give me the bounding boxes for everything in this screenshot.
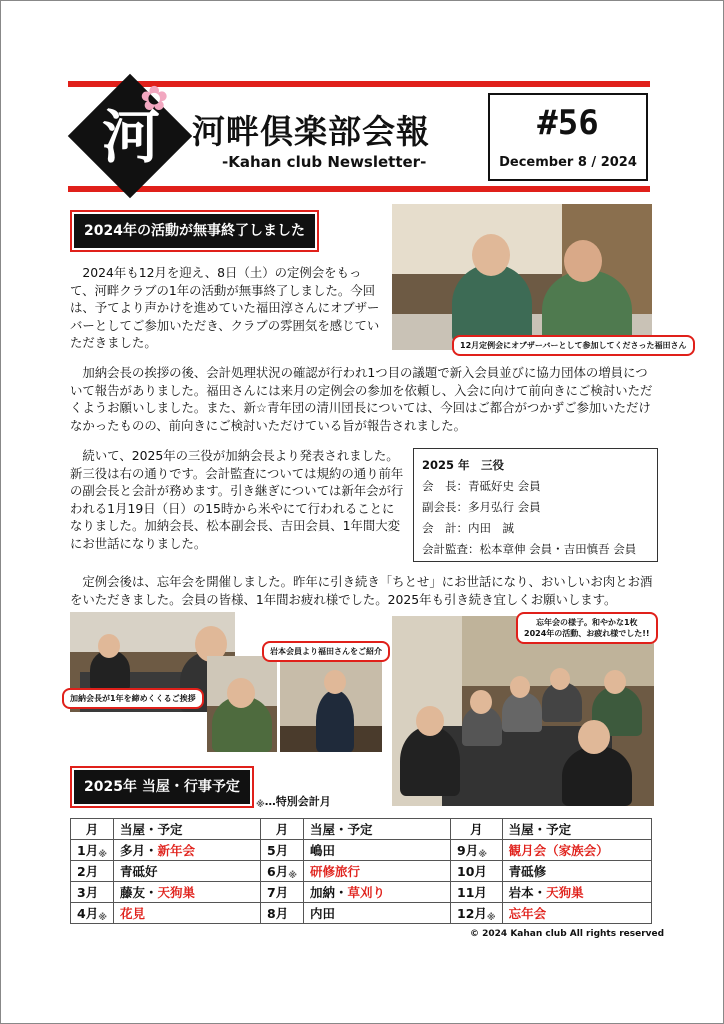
table-row — [71, 861, 652, 882]
header-month: 月 — [261, 819, 304, 840]
photo-caption-introduction: 岩本会員より福田さんをご紹介 — [262, 641, 390, 662]
section-tag-schedule: 2025年 当屋・行事予定 — [72, 768, 252, 806]
photo-caption-fukuda: 12月定例会にオブザーバーとして参加してくださった福田さん — [452, 335, 695, 356]
table-header-row — [71, 819, 652, 840]
officer-row: 会 長：青砥好史 会員 — [422, 479, 541, 493]
header-month: 月 — [71, 819, 114, 840]
table-row — [71, 882, 652, 903]
section-tag-activity: 2024年の活動が無事終了しました — [72, 212, 317, 250]
officers-box — [413, 448, 658, 562]
issue-box — [488, 93, 648, 181]
photo-fukuda — [392, 204, 652, 350]
host-cell: 多月・新年会 — [113, 840, 260, 861]
photo-caption-speech: 加納会長が1年を締めくくるご挨拶 — [62, 688, 204, 709]
month-cell: 11月 — [451, 882, 503, 903]
logo-character: 河 — [101, 103, 160, 171]
host-cell: 研修旅行 — [303, 861, 450, 882]
issue-number: #56 — [537, 103, 599, 143]
officer-row: 会計監査：松本章伸 会員・吉田慎吾 会員 — [422, 542, 637, 556]
photo-member-seated — [207, 656, 277, 752]
paragraph-1: 2024年も12月を迎え、8日（土）の定例会をもって、河畔クラブの1年の活動が無事終了しました。今回は、予てより声かけを進めていた福田淳さんにオブザーバーとしてご参加いただき、クラブの雰囲気を感じていただきました。 — [70, 265, 380, 351]
month-cell: 9月※ — [451, 840, 503, 861]
host-cell: 嶋田 — [303, 840, 450, 861]
header-month: 月 — [451, 819, 503, 840]
host-cell: 藤友・天狗巣 — [113, 882, 260, 903]
host-cell: 青砥修 — [502, 861, 651, 882]
host-cell: 加納・草刈り — [303, 882, 450, 903]
officers-title: 2025 年 三役 — [422, 458, 505, 472]
header-bottom-rule — [68, 186, 650, 192]
month-cell: 12月※ — [451, 903, 503, 924]
host-cell: 内田 — [303, 903, 450, 924]
photo-caption-party: 忘年会の様子。和やかな1枚 2024年の活動、お疲れ様でした!! — [516, 612, 658, 644]
schedule-table — [70, 818, 652, 924]
officer-row: 副会長：多月弘行 会員 — [422, 500, 541, 514]
month-cell: 7月 — [261, 882, 304, 903]
month-cell: 2月 — [71, 861, 114, 882]
month-cell: 4月※ — [71, 903, 114, 924]
month-cell: 1月※ — [71, 840, 114, 861]
header-host: 当屋・予定 — [113, 819, 260, 840]
host-cell: 花見 — [113, 903, 260, 924]
copyright: © 2024 Kahan club All rights reserved — [470, 929, 665, 939]
table-row — [71, 903, 652, 924]
paragraph-4: 定例会後は、忘年会を開催しました。昨年に引き続き「ちとせ」にお世話になり、おいしいお肉とお酒をいただきました。会員の皆様、1年間お疲れ様でした。2025年も引き続き宜しくお願いします。 — [70, 574, 653, 607]
month-cell: 10月 — [451, 861, 503, 882]
month-cell: 5月 — [261, 840, 304, 861]
issue-date: December 8 / 2024 — [499, 155, 637, 170]
cherry-blossom-icon: ✿ — [140, 79, 169, 119]
host-cell: 観月会（家族会） — [502, 840, 651, 861]
newsletter-subtitle: -Kahan club Newsletter- — [222, 153, 427, 171]
header-host: 当屋・予定 — [502, 819, 651, 840]
host-cell: 岩本・天狗巣 — [502, 882, 651, 903]
month-cell: 8月 — [261, 903, 304, 924]
officer-row: 会 計：内田 誠 — [422, 521, 514, 535]
paragraph-2: 加納会長の挨拶の後、会計処理状況の確認が行われ1つ目の議題で新入会員並びに協力団体の増員について報告がありました。福田さんには来月の定例会の参加を依頼し、入会に向けて前向きにご検討いただくようお願いしました。また、新☆青年団の清川団長については、今回はご都合がつかずご参加いただけなかったものの、前向きにご検討いただけている旨が報告されました。 — [70, 365, 653, 433]
photo-year-end-party — [392, 616, 654, 806]
photo-introduction — [280, 656, 382, 752]
header-host: 当屋・予定 — [303, 819, 450, 840]
schedule-legend: ※…特別会計月 — [256, 795, 331, 810]
host-cell: 青砥好 — [113, 861, 260, 882]
newsletter-title: 河畔倶楽部会報 — [192, 112, 430, 151]
month-cell: 3月 — [71, 882, 114, 903]
table-row — [71, 840, 652, 861]
month-cell: 6月※ — [261, 861, 304, 882]
paragraph-3: 続いて、2025年の三役が加納会長より発表されました。新三役は右の通りです。会計監査については規約の通り前年の副会長と会計が務めます。引き継ぎについては新年会が行われる1月19日（日）の15時から米やにて行われることになりました。加納会長、松本副会長、吉田会員、1年間大変にお世話になりました。 — [70, 448, 404, 551]
host-cell: 忘年会 — [502, 903, 651, 924]
